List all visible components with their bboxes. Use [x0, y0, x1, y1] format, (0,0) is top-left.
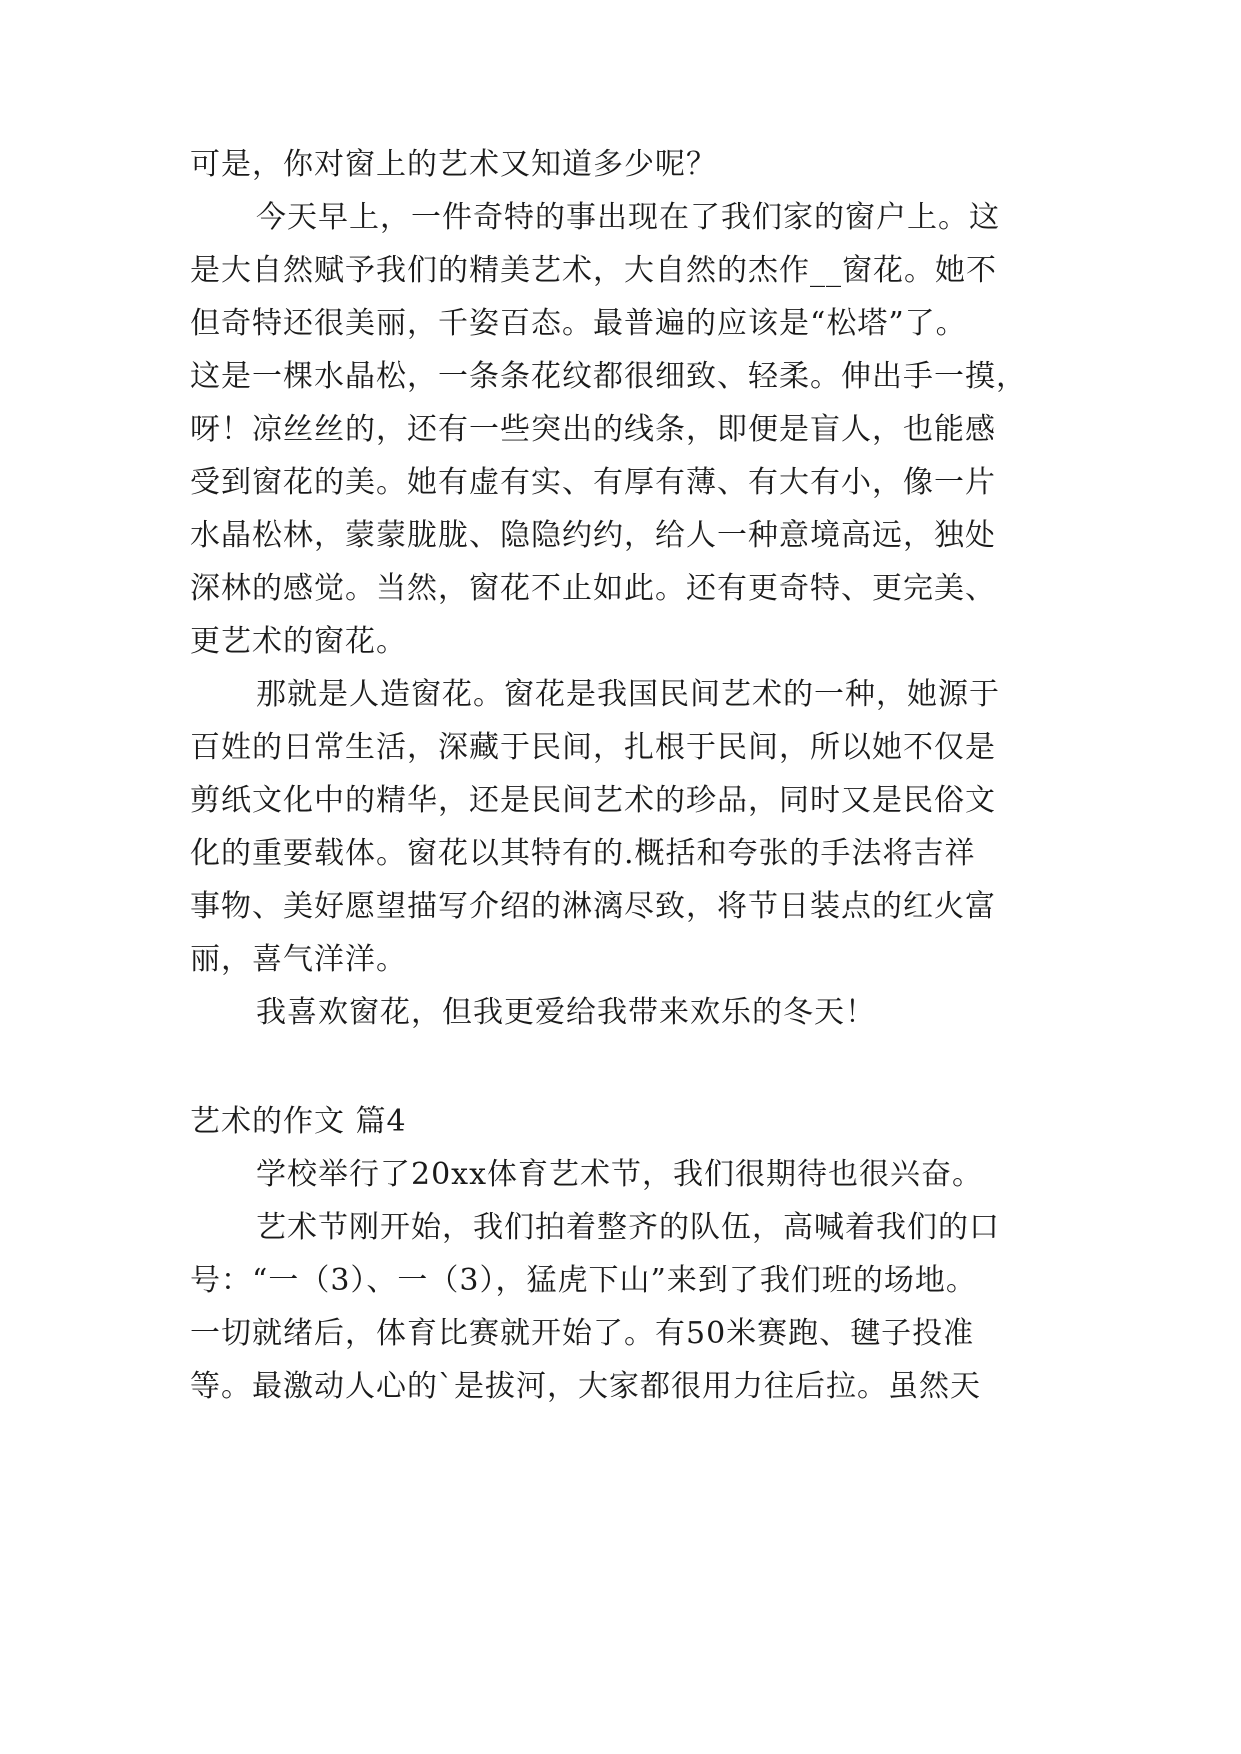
text-line: 号：“一（3）、一（3），猛虎下山”来到了我们班的场地。 [190, 1263, 977, 1298]
text-line: 但奇特还很美丽，千姿百态。最普遍的应该是“松塔”了。 [190, 306, 967, 341]
text-line: 等。最激动人心的`是拔河，大家都很用力往后拉。虽然天 [190, 1369, 981, 1404]
text-line: 化的重要载体。窗花以其特有的.概括和夸张的手法将吉祥 [190, 836, 976, 871]
text-line: 水晶松林，蒙蒙胧胧、隐隐约约，给人一种意境高远，独处 [190, 518, 996, 553]
text-line: 那就是人造窗花。窗花是我国民间艺术的一种，她源于 [256, 677, 1000, 712]
text-line: 学校举行了20xx体育艺术节，我们很期待也很兴奋。 [256, 1157, 984, 1192]
text-line: 事物、美好愿望描写介绍的淋漓尽致，将节日装点的红火富 [190, 889, 996, 924]
text-line: 是大自然赋予我们的精美艺术，大自然的杰作__窗花。她不 [190, 253, 997, 288]
text-line: 更艺术的窗花。 [190, 624, 407, 659]
text-line: 艺术节刚开始，我们拍着整齐的队伍，高喊着我们的口 [256, 1210, 1000, 1245]
text-line: 呀！凉丝丝的，还有一些突出的线条，即便是盲人，也能感 [190, 412, 996, 447]
section-heading: 艺术的作文 篇4 [190, 1104, 407, 1139]
text-line: 这是一棵水晶松，一条条花纹都很细致、轻柔。伸出手一摸， [190, 359, 1027, 394]
text-line: 受到窗花的美。她有虚有实、有厚有薄、有大有小，像一片 [190, 465, 996, 500]
text-line: 一切就绪后，体育比赛就开始了。有50米赛跑、毽子投准 [190, 1316, 975, 1351]
text-line: 剪纸文化中的精华，还是民间艺术的珍品，同时又是民俗文 [190, 783, 996, 818]
text-line: 我喜欢窗花，但我更爱给我带来欢乐的冬天！ [256, 995, 876, 1030]
text-line: 丽，喜气洋洋。 [190, 942, 407, 977]
text-line: 可是，你对窗上的艺术又知道多少呢？ [190, 147, 717, 182]
text-line: 深林的感觉。当然，窗花不止如此。还有更奇特、更完美、 [190, 571, 996, 606]
text-line: 百姓的日常生活，深藏于民间，扎根于民间，所以她不仅是 [190, 730, 996, 765]
text-line: 今天早上，一件奇特的事出现在了我们家的窗户上。这 [256, 200, 1000, 235]
